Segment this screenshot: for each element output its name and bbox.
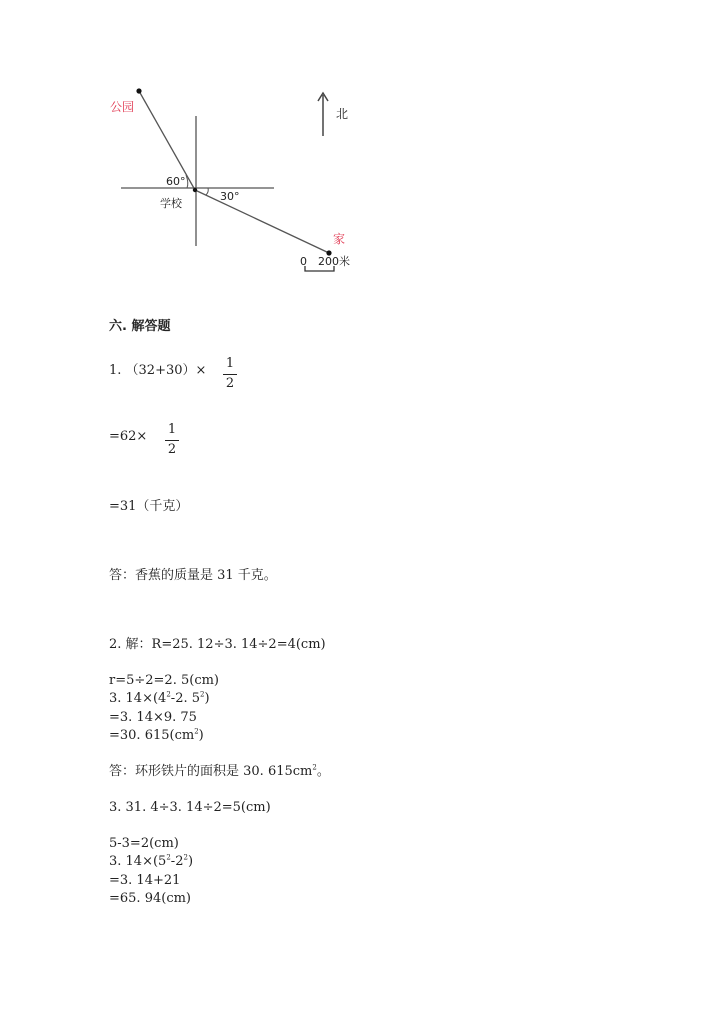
q2-line-5-part-a: =30. 615(cm [109, 728, 195, 743]
q1-fraction-2 [165, 423, 179, 457]
q2-line-3-part-a: 3. 14×(4 [109, 691, 167, 706]
q1-line-3: =31（千克） [109, 499, 189, 514]
school-label: 学校 [160, 197, 182, 210]
q3-line-3-part-c: ) [187, 854, 194, 869]
angle-60-label: 60° [166, 175, 186, 188]
q1-fraction-1-bar [223, 374, 237, 375]
q1-fraction-2-bar [165, 440, 179, 441]
q2-line-5-exponent: 2 [194, 727, 199, 736]
q2-line-3-exponent-2: 2 [200, 690, 205, 699]
q2-answer-part-b: 。 [316, 764, 330, 779]
q1-fraction-2-numerator: 1 [167, 422, 177, 437]
q3-line-3-exponent-1: 2 [166, 853, 171, 862]
q2-line-4: =3. 14×9. 75 [109, 710, 197, 725]
q1-line-1: 1. （32+30）× [109, 363, 207, 378]
park-point [136, 88, 141, 93]
q2-line-3 [109, 690, 210, 708]
q1-fraction-1-denominator: 2 [225, 376, 235, 391]
q2-line-3-part-b: -2. 5 [170, 691, 200, 706]
q3-line-4: =3. 14+21 [109, 873, 181, 888]
q3-line-1: 3. 31. 4÷3. 14÷2=5(cm) [109, 800, 271, 815]
q2-line-3-exponent-1: 2 [166, 690, 171, 699]
q1-answer: 答：香蕉的质量是 31 千克。 [109, 568, 277, 583]
q1-line-2: =62× [109, 429, 148, 444]
q3-line-5: =65. 94(cm) [109, 891, 191, 906]
home-label: 家 [333, 232, 346, 246]
q2-line-3-part-c: ) [204, 691, 210, 706]
q2-line-5 [109, 727, 204, 745]
q2-line-1: 2. 解：R=25. 12÷3. 14÷2=4(cm) [109, 637, 326, 652]
north-label: 北 [336, 107, 349, 121]
q1-fraction-2-denominator: 2 [167, 442, 177, 457]
school-point [193, 188, 197, 192]
q2-answer-exponent: 2 [312, 763, 317, 772]
angle-30-arc [206, 188, 208, 195]
q2-answer-part-a: 答：环形铁片的面积是 30. 615cm [109, 764, 313, 779]
scale-zero-label: 0 [300, 255, 307, 268]
q3-line-3-part-b: -2 [170, 854, 184, 869]
q1-fraction-1 [223, 357, 237, 391]
q2-line-2: r=5÷2=2. 5(cm) [109, 673, 219, 688]
q2-line-5-part-b: ) [198, 728, 204, 743]
q2-answer [109, 763, 330, 781]
q3-line-3-exponent-2: 2 [183, 853, 188, 862]
q3-line-3-part-a: 3. 14×(5 [109, 854, 167, 869]
scale-distance-label: 200米 [318, 255, 350, 268]
section-title: 六. 解答题 [109, 319, 171, 334]
angle-30-label: 30° [220, 190, 240, 203]
park-label: 公园 [110, 100, 135, 114]
q3-line-3 [109, 853, 193, 871]
q1-fraction-1-numerator: 1 [225, 356, 235, 371]
q3-line-2: 5-3=2(cm) [109, 836, 179, 851]
map-diagram [0, 0, 720, 300]
route-school-to-home [195, 190, 329, 253]
